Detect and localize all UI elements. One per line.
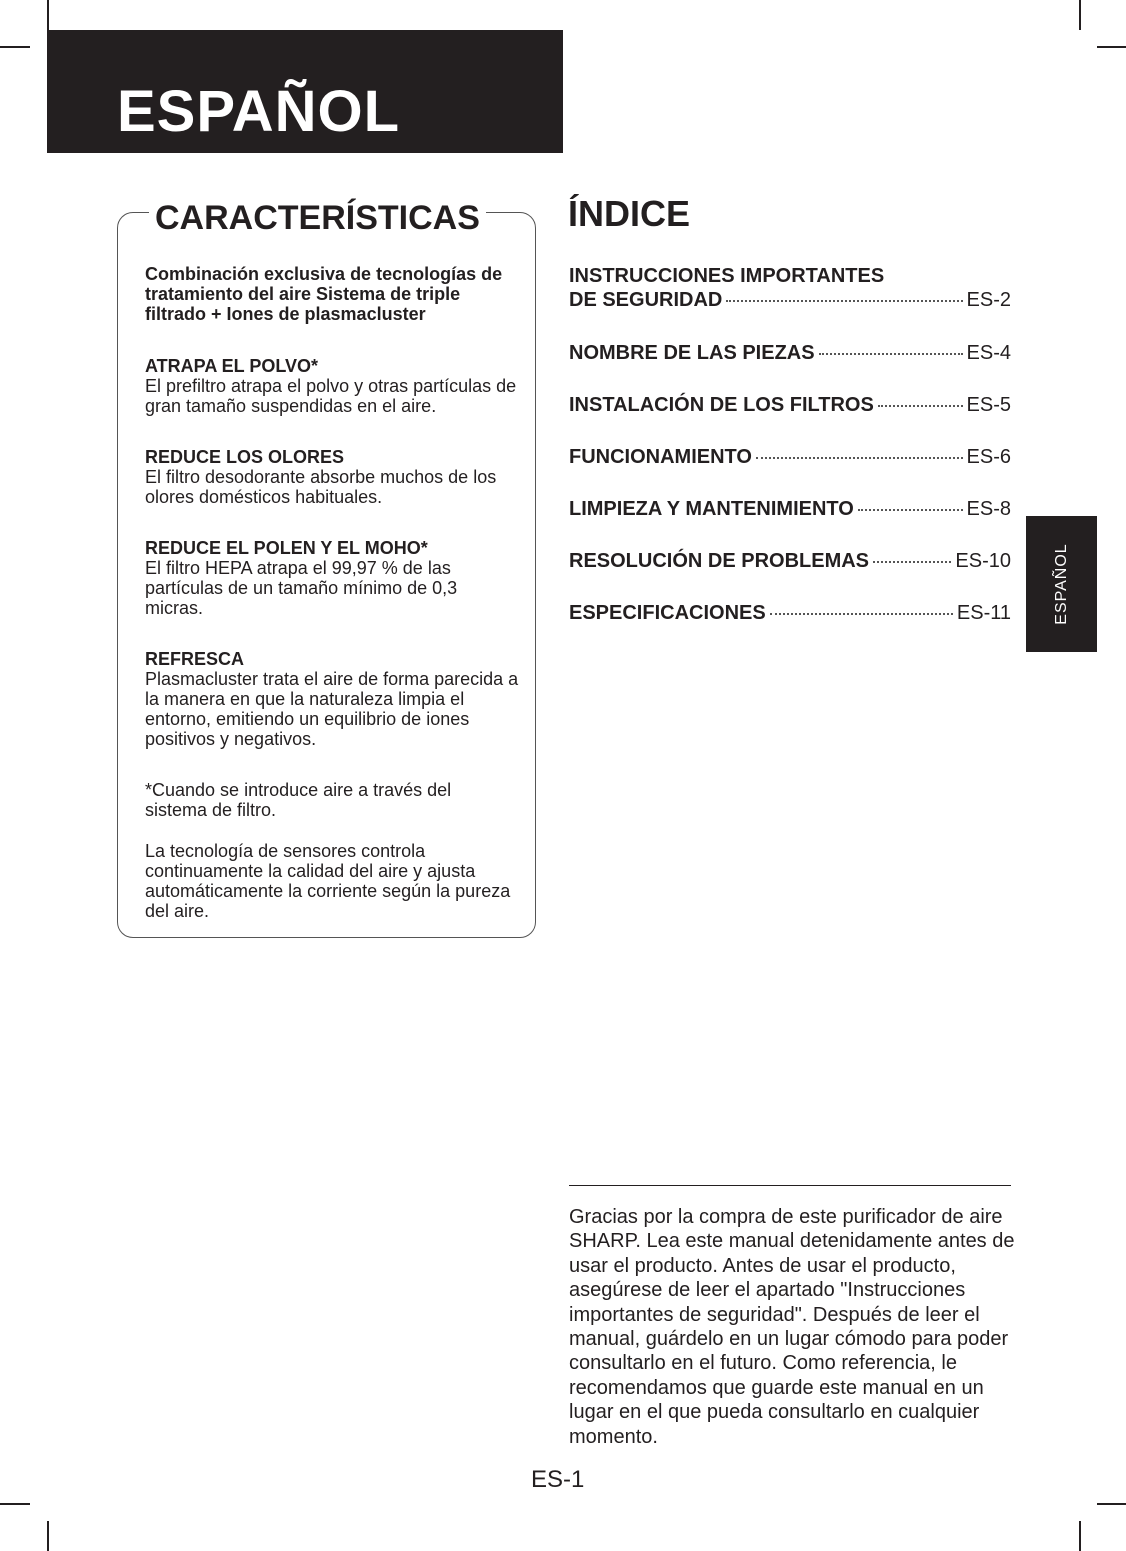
toc-label: FUNCIONAMIENTO (569, 446, 752, 468)
features-footnote: *Cuando se introduce aire a través del sistema de filtro. (145, 780, 452, 820)
toc-page: ES-5 (966, 394, 1011, 416)
thanks-paragraph: Gracias por la compra de este purificador de aire SHARP. Lea este manual detenidamente antes de usar el producto. Antes de usar el producto, asegúrese de leer el apartado "Instrucciones importantes de seguridad". Después de leer el manual, guárdelo en un lugar cómodo para poder consultarlo en el futuro. Como referencia, le recomendamos que guarde este manual en un lugar en el que pueda consultarlo en cualquier momento. (569, 1206, 1015, 1448)
crop-mark (1097, 1503, 1126, 1505)
toc-page: ES-6 (966, 446, 1011, 468)
toc-entry (569, 601, 1011, 625)
toc-label: DE SEGURIDAD (569, 289, 723, 311)
crop-mark (1079, 0, 1081, 30)
toc-leader (770, 613, 953, 615)
toc-entry (569, 341, 1011, 365)
toc-label: LIMPIEZA Y MANTENIMIENTO (569, 498, 854, 520)
toc-entry (569, 264, 1011, 312)
language-header (47, 30, 563, 153)
toc-entry (569, 393, 1011, 417)
crop-mark (47, 1521, 49, 1551)
toc-leader (726, 300, 962, 302)
toc-page: ES-11 (956, 602, 1011, 624)
divider (569, 1185, 1011, 1186)
header-title: ESPAÑOL (117, 79, 401, 144)
toc-leader (756, 457, 963, 459)
feature-heading: ATRAPA EL POLVO* (145, 356, 319, 376)
toc-label: ESPECIFICACIONES (569, 602, 766, 624)
toc-page: ES-4 (966, 342, 1011, 364)
crop-mark (1079, 1521, 1081, 1551)
toc-page: ES-2 (966, 289, 1011, 311)
toc-entry (569, 549, 1011, 573)
toc-label: NOMBRE DE LAS PIEZAS (569, 342, 815, 364)
feature-text: El filtro HEPA atrapa el 99,97 % de las partículas de un tamaño mínimo de 0,3 micras. (145, 558, 458, 618)
features-intro: Combinación exclusiva de tecnologías de tratamiento del aire Sistema de triple filtrado + Iones de plasmacluster (145, 264, 503, 324)
feature-text: Plasmacluster trata el aire de forma parecida a la manera en que la naturaleza limpia el entorno, emitiendo un equilibrio de iones positivos y negativos. (145, 669, 519, 749)
crop-mark (0, 1503, 30, 1505)
toc-page: ES-8 (966, 498, 1011, 520)
feature-heading: REDUCE EL POLEN Y EL MOHO* (145, 538, 428, 558)
toc-entry (569, 445, 1011, 469)
toc-leader (878, 405, 963, 407)
feature-heading: REFRESCA (145, 649, 245, 669)
index-title: ÍNDICE (568, 193, 691, 234)
side-language-tab (1026, 516, 1097, 652)
toc-label: RESOLUCIÓN DE PROBLEMAS (569, 550, 870, 572)
features-title: CARACTERÍSTICAS (149, 196, 486, 240)
toc-page: ES-10 (955, 550, 1011, 572)
toc-leader (858, 509, 963, 511)
sensor-note: La tecnología de sensores controla continuamente la calidad del aire y ajusta automáticamente la corriente según la pureza del aire. (145, 841, 511, 921)
toc-entry (569, 497, 1011, 521)
toc-label-line1: INSTRUCCIONES IMPORTANTES (569, 265, 885, 287)
crop-mark (47, 0, 49, 30)
crop-mark (0, 46, 30, 48)
side-tab-label: ESPAÑOL (1052, 543, 1070, 625)
feature-heading: REDUCE LOS OLORES (145, 447, 345, 467)
page-number: ES-1 (531, 1466, 585, 1493)
toc-leader (873, 561, 951, 563)
toc-leader (819, 353, 963, 355)
toc-label: INSTALACIÓN DE LOS FILTROS (569, 394, 874, 416)
feature-text: El prefiltro atrapa el polvo y otras partículas de gran tamaño suspendidas en el aire. (145, 376, 517, 416)
crop-mark (1097, 46, 1126, 48)
feature-text: El filtro desodorante absorbe muchos de los olores domésticos habituales. (145, 467, 497, 507)
